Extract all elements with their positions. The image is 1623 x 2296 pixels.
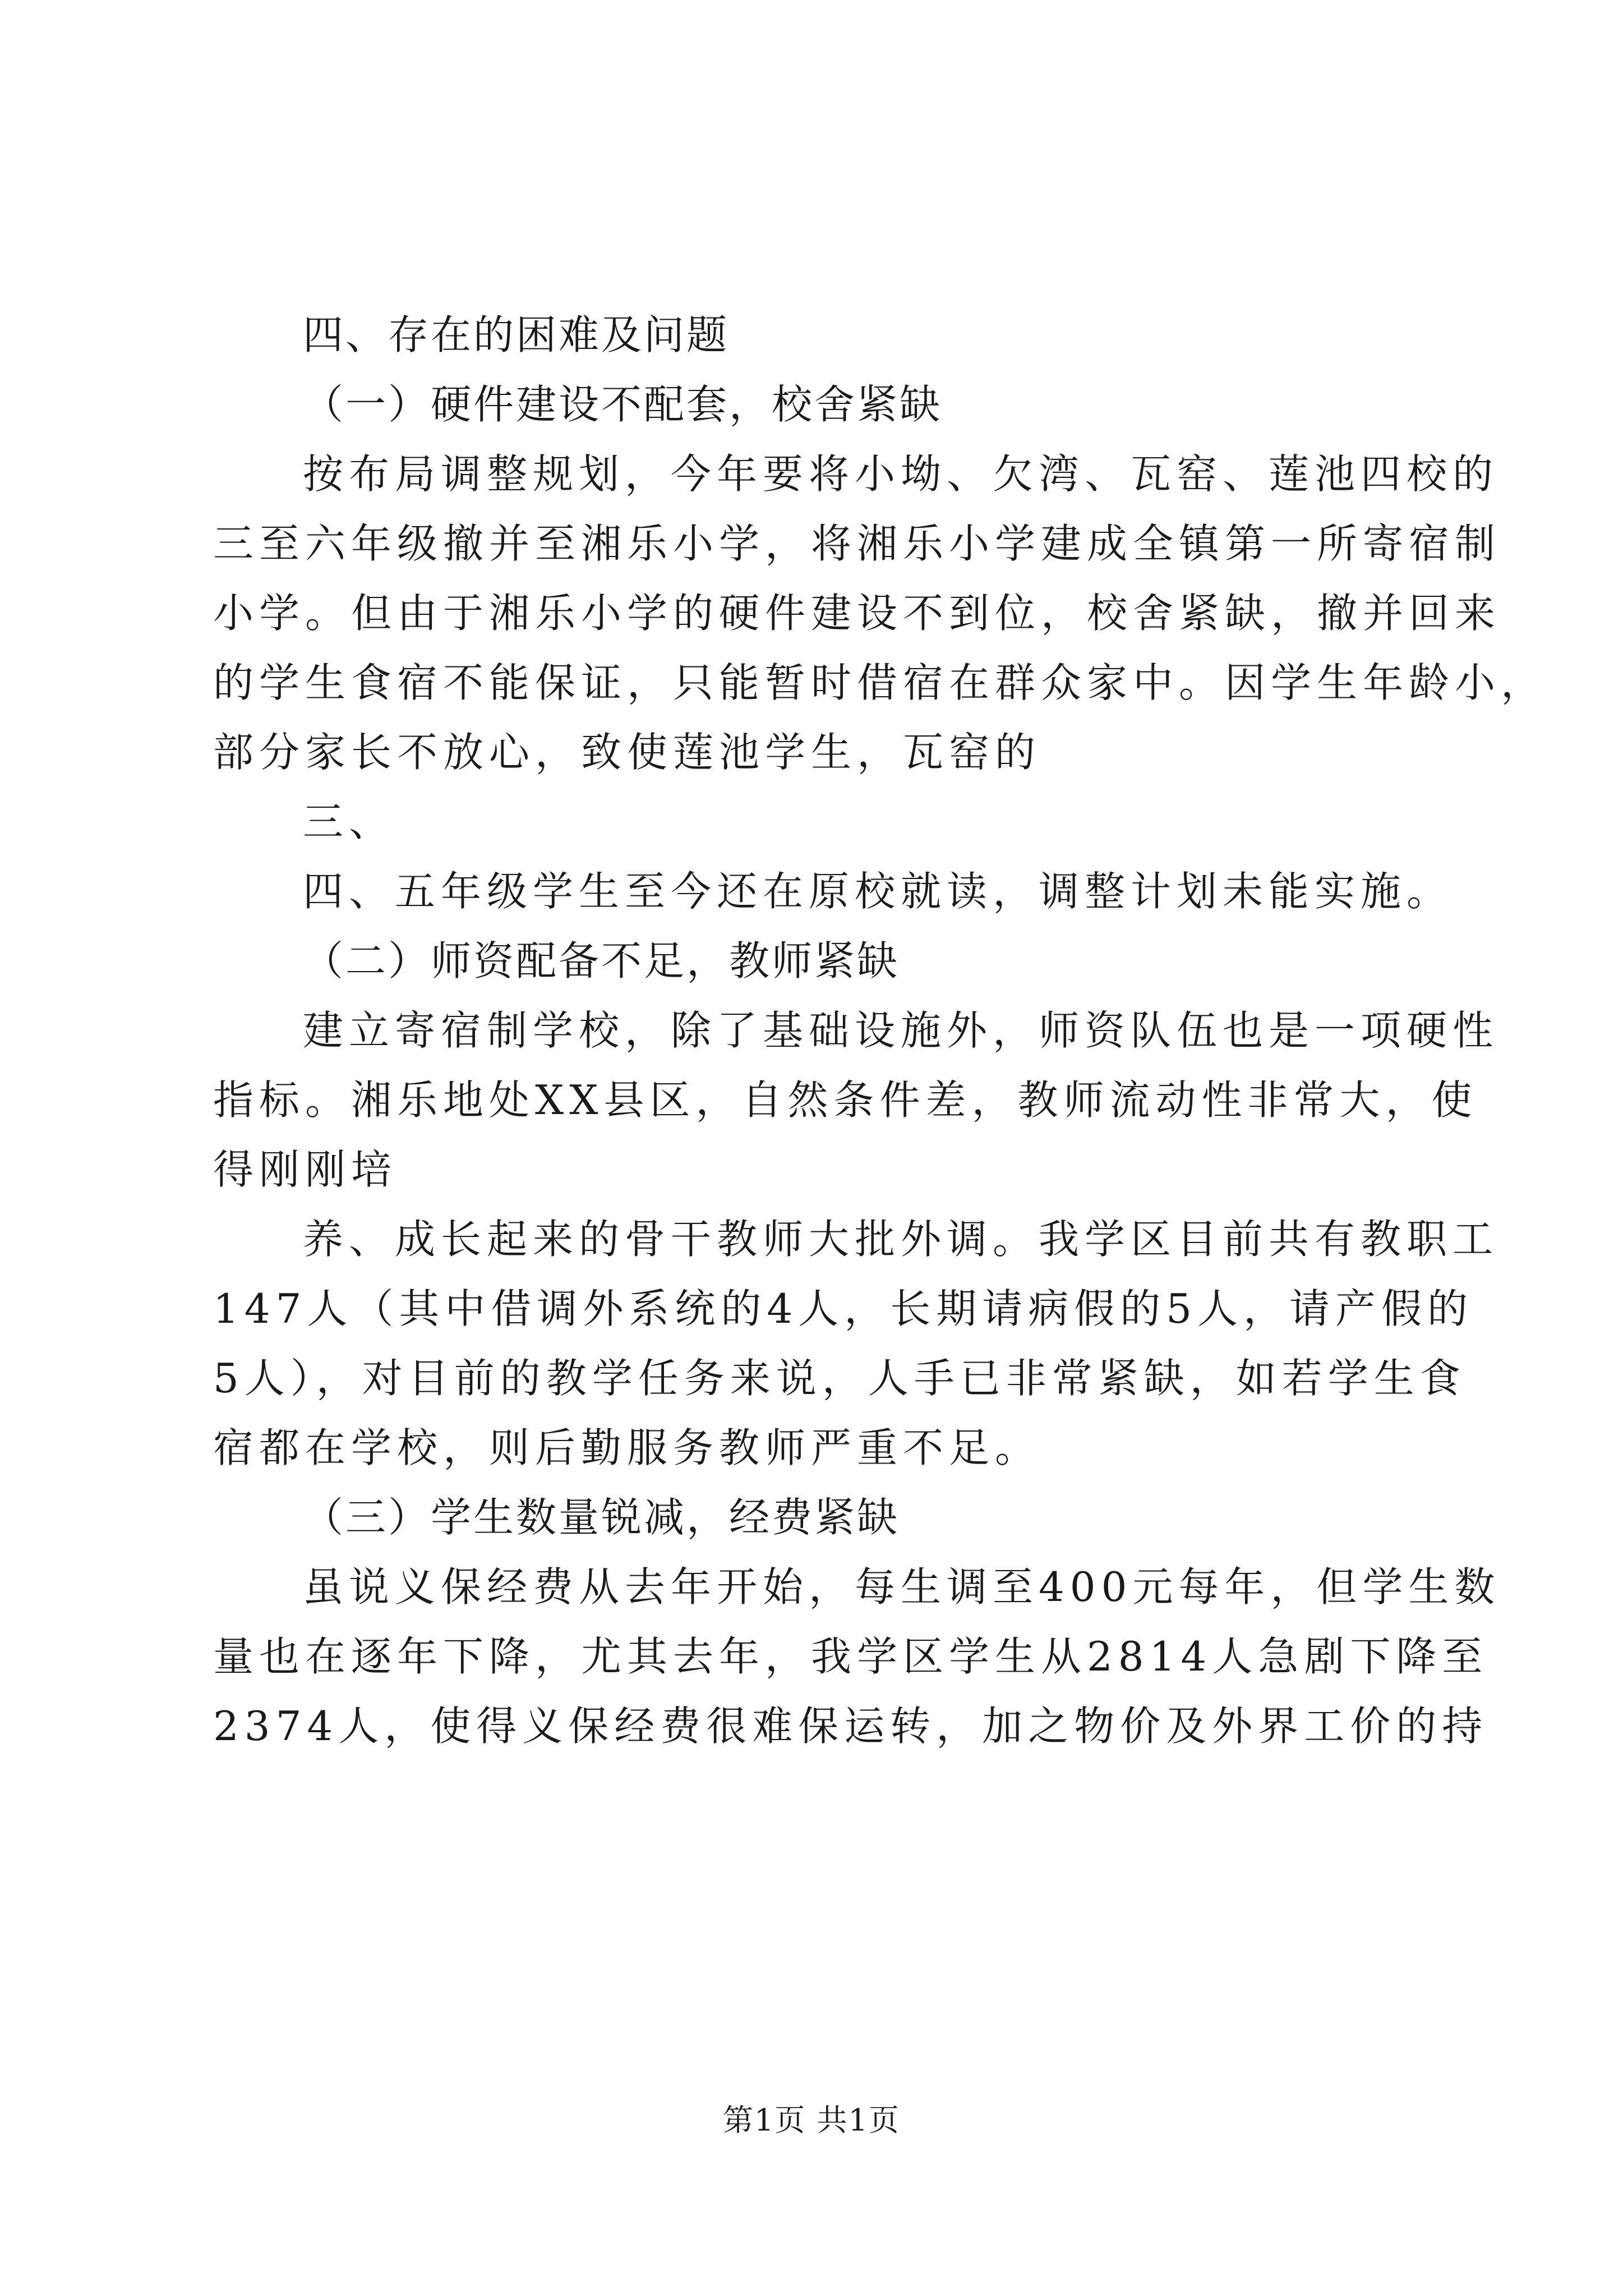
paragraph-line: 2374人，使得义保经费很难保运转，加之物价及外界工价的持 <box>213 1703 1488 1750</box>
paragraph-line: 建立寄宿制学校，除了基础设施外，师资队伍也是一项硬性 <box>303 1007 1499 1054</box>
paragraph-line: 指标。湘乐地处XX县区，自然条件差，教师流动性非常大，使 <box>213 1076 1478 1124</box>
paragraph-line: 按布局调整规划，今年要将小坳、欠湾、瓦窑、莲池四校的 <box>303 450 1499 498</box>
paragraph-line: 量也在逐年下降，尤其去年，我学区学生从2814人急剧下降至 <box>213 1633 1488 1680</box>
paragraph-line: 部分家长不放心，致使莲池学生，瓦窑的 <box>213 729 1041 776</box>
paragraph-line: 四、五年级学生至今还在原校就读，调整计划未能实施。 <box>303 868 1453 915</box>
document-body <box>213 300 1547 1761</box>
paragraph-line: 5人），对目前的教学任务来说，人手已非常紧缺，如若学生食 <box>213 1355 1466 1402</box>
paragraph-line: 147人（其中借调外系统的4人，长期请病假的5人，请产假的 <box>213 1285 1474 1332</box>
paragraph-line: 虽说义保经费从去年开始，每生调至400元每年，但学生数 <box>303 1563 1501 1611</box>
subsection-heading: （一）硬件建设不配套，校舍紧缺 <box>303 381 943 428</box>
paragraph-line: 养、成长起来的骨干教师大批外调。我学区目前共有教职工 <box>303 1216 1499 1263</box>
paragraph-line: 三、 <box>303 798 395 845</box>
page-number-footer: 第1页 共1页 <box>723 2102 900 2138</box>
subsection-heading: （三）学生数量锐减，经费紧缺 <box>303 1494 900 1541</box>
paragraph-line: 小学。但由于湘乐小学的硬件建设不到位，校舍紧缺，撤并回来 <box>213 590 1501 637</box>
paragraph-line: 三至六年级撤并至湘乐小学，将湘乐小学建成全镇第一所寄宿制 <box>213 520 1501 567</box>
section-heading: 四、存在的困难及问题 <box>303 311 730 358</box>
paragraph-line: 宿都在学校，则后勤服务教师严重不足。 <box>213 1424 1041 1471</box>
subsection-heading: （二）师资配备不足，教师紧缺 <box>303 937 900 984</box>
paragraph-line: 得刚刚培 <box>213 1146 398 1193</box>
paragraph-line: 的学生食宿不能保证，只能暂时借宿在群众家中。因学生年龄小， <box>213 659 1547 706</box>
